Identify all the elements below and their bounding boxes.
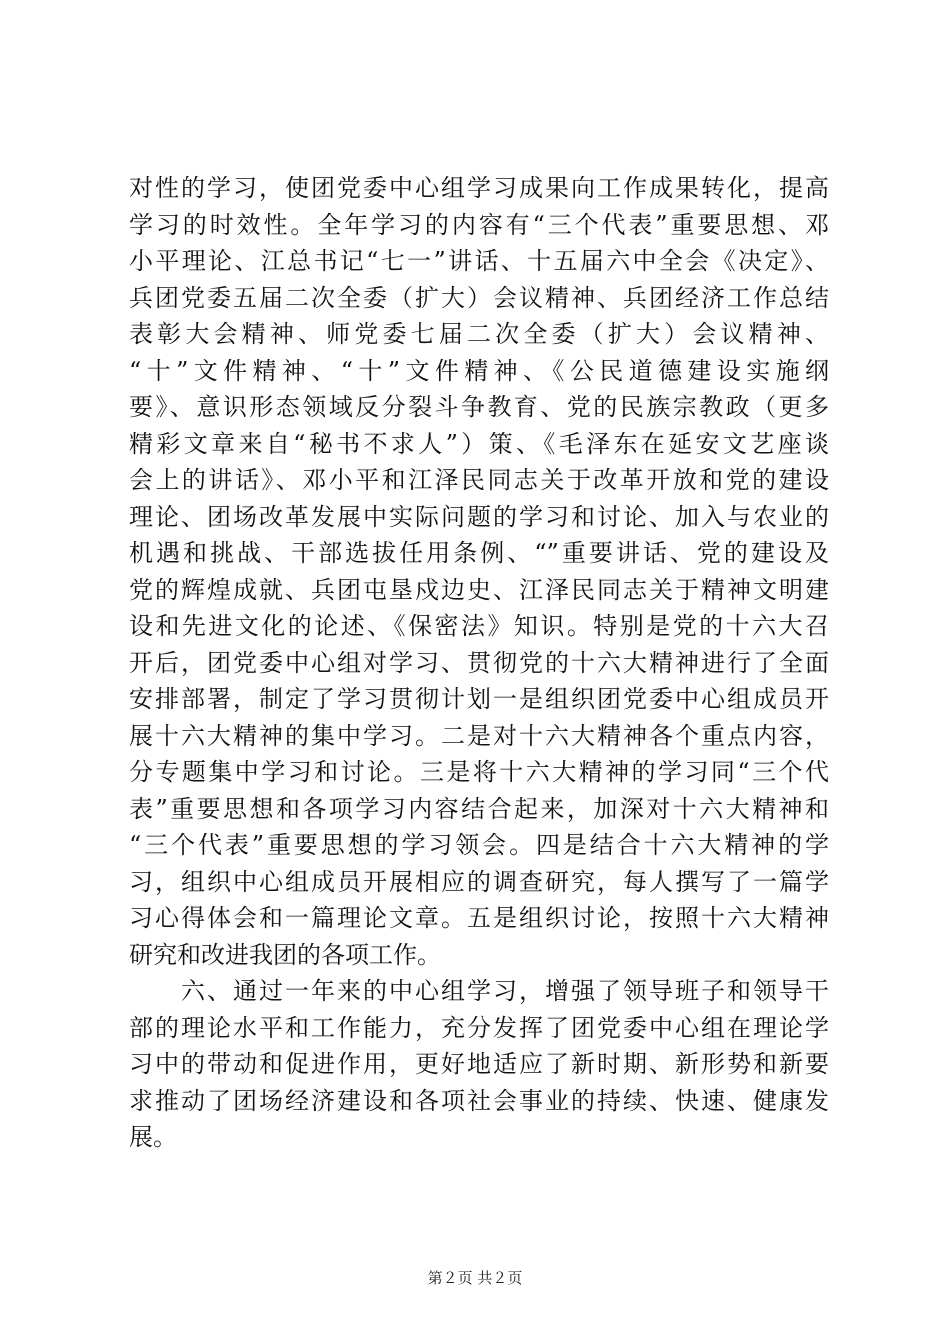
text-line: 党的辉煌成就、兵团屯垦戍边史、江泽民同志关于精神文明建 — [129, 575, 829, 604]
text-line: 研究和改进我团的各项工作。 — [129, 940, 441, 969]
text-line: “十”文件精神、“十”文件精神、《公民道德建设实施纲 — [129, 356, 829, 385]
text-line: 精彩文章来自“秘书不求人”）策、《毛泽东在延安文艺座谈 — [129, 429, 829, 458]
body-text — [129, 170, 829, 1156]
text-line: 理论、团场改革发展中实际问题的学习和讨论、加入与农业的 — [129, 502, 829, 531]
text-line: 安排部署，制定了学习贯彻计划一是组织团党委中心组成员开 — [129, 685, 829, 713]
text-line: 会上的讲话》、邓小平和江泽民同志关于改革开放和党的建设 — [129, 466, 829, 494]
text-line: 对性的学习，使团党委中心组学习成果向工作成果转化，提高 — [129, 174, 829, 202]
text-line: 学习的时效性。全年学习的内容有“三个代表”重要思想、邓 — [129, 210, 829, 239]
text-line: 设和先进文化的论述、《保密法》知识。特别是党的十六大召 — [129, 612, 829, 640]
text-line: 兵团党委五届二次全委（扩大）会议精神、兵团经济工作总结 — [129, 283, 829, 312]
text-line: 要》、意识形态领域反分裂斗争教育、党的民族宗教政（更多 — [129, 393, 829, 421]
text-line: 六、通过一年来的中心组学习，增强了领导班子和领导干 — [129, 977, 829, 1005]
text-line: 展十六大精神的集中学习。二是对十六大精神各个重点内容， — [129, 721, 829, 750]
page-number-footer: 第２页 共２页 — [427, 1269, 523, 1287]
text-line: 展。 — [129, 1123, 177, 1151]
text-line: 表彰大会精神、师党委七届二次全委（扩大）会议精神、 — [129, 320, 829, 348]
text-line: “三个代表”重要思想的学习领会。四是结合十六大精神的学 — [129, 831, 829, 859]
text-line: 求推动了团场经济建设和各项社会事业的持续、快速、健康发 — [129, 1086, 829, 1115]
text-line: 习中的带动和促进作用，更好地适应了新时期、新形势和新要 — [129, 1050, 829, 1078]
text-line: 机遇和挑战、干部选拔任用条例、“”重要讲话、党的建设及 — [129, 539, 829, 567]
text-line: 小平理论、江总书记“七一”讲话、十五届六中全会《决定》、 — [129, 247, 829, 275]
text-line: 部的理论水平和工作能力，充分发挥了团党委中心组在理论学 — [129, 1013, 829, 1042]
text-line: 习，组织中心组成员开展相应的调查研究，每人撰写了一篇学 — [129, 867, 829, 896]
text-line: 分专题集中学习和讨论。三是将十六大精神的学习同“三个代 — [129, 758, 829, 786]
text-line: 表”重要思想和各项学习内容结合起来，加深对十六大精神和 — [129, 794, 829, 823]
text-line: 习心得体会和一篇理论文章。五是组织讨论，按照十六大精神 — [129, 904, 829, 932]
text-line: 开后，团党委中心组对学习、贯彻党的十六大精神进行了全面 — [129, 648, 829, 677]
